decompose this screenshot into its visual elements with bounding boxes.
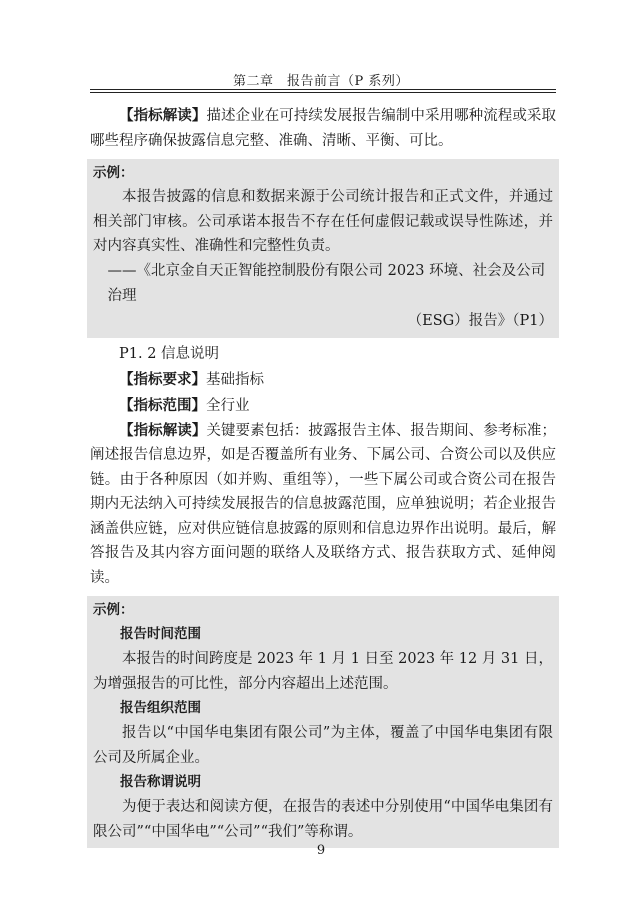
org-scope-heading: 报告组织范围 [120, 700, 201, 716]
requirement-line [90, 367, 556, 393]
interpretation-text-2: 关键要素包括：披露报告主体、报告期间、参考标准；阐述报告信息边界，如是否覆盖所有业务、下属公司、合资公司以及供应链。由于各种原因（如并购、重组等），一些下属公司或合资公司在报告期内无法纳入可持续发展报告的信息披露范围，应单独说明；若企业报告涵盖供应链，应对供应链信息披露的原则和信息边界作出说明。最后，解答报告及其内容方面问题的联络人及联络方式、报告获取方式、延伸阅读。 [90, 422, 557, 586]
example-title: 示例： [93, 165, 134, 181]
requirement-label: 【指标要求】 [119, 370, 206, 388]
header-rule-thin [90, 89, 556, 90]
intro-paragraph [90, 104, 556, 153]
interpretation-paragraph [90, 419, 556, 591]
time-scope-heading: 报告时间范围 [120, 626, 201, 642]
example-box-2 [87, 596, 559, 848]
example-title-2: 示例： [93, 602, 134, 618]
naming-text: 为便于表达和阅读方便，在报告的表述中分别使用“中国华电集团有限公司”“中国华电”“公司”“我们”等称谓。 [93, 799, 553, 840]
interpretation-label: 【指标解读】 [119, 107, 207, 124]
interpretation-label-2: 【指标解读】 [119, 421, 207, 439]
example-box-1 [87, 159, 559, 338]
header-rule-thick [90, 92, 556, 93]
scope-line [90, 393, 556, 419]
scope-label: 【指标范围】 [119, 396, 206, 414]
section-heading: P1. 2 信息说明 [119, 345, 220, 362]
page-header-title: 第二章 报告前言（P 系列） [233, 74, 409, 89]
example-body: 本报告披露的信息和数据来源于公司统计报告和正式文件，并通过相关部门审核。公司承诺本报告不存在任何虚假记载或误导性陈述，并对内容真实性、准确性和完整性负责。 [93, 189, 553, 254]
org-scope-text: 报告以“中国华电集团有限公司”为主体，覆盖了中国华电集团有限公司及所属企业。 [93, 725, 553, 766]
example-source-line-2: （ESG）报告》（P1） [407, 312, 553, 329]
naming-heading: 报告称谓说明 [120, 774, 201, 790]
scope-value: 全行业 [206, 397, 250, 414]
example-source-line-1: ——《北京金自天正智能控制股份有限公司 2023 环境、社会及公司治理 [107, 262, 546, 304]
interpretation-text: 描述企业在可持续发展报告编制中采用哪种流程或采取哪些程序确保披露信息完整、准确、清晰、平衡、可比。 [90, 108, 557, 149]
requirement-value: 基础指标 [206, 371, 264, 388]
page-content [90, 104, 556, 852]
time-scope-text: 本报告的时间跨度是 2023 年 1 月 1 日至 2023 年 12 月 31 日，为增强报告的可比性，部分内容超出上述范围。 [93, 651, 553, 692]
page-number: 9 [316, 843, 326, 858]
